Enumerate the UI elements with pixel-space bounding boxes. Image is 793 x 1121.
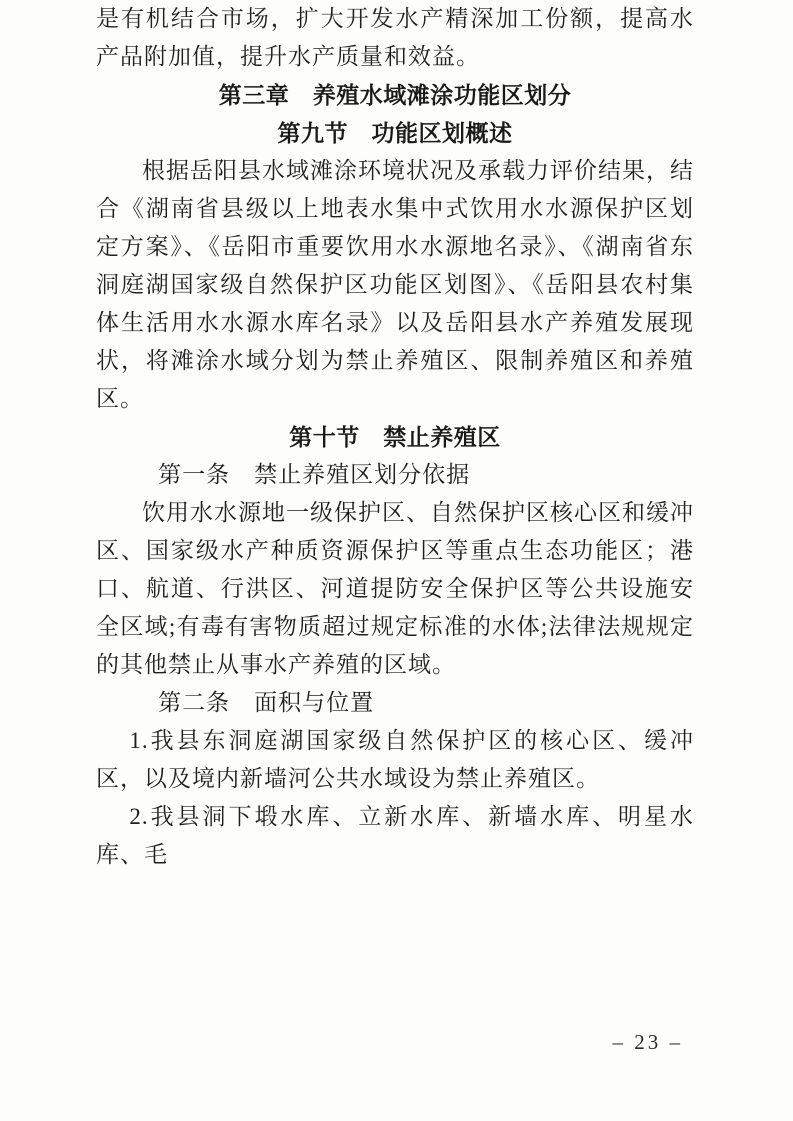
page-number: – 23 – <box>612 1030 683 1054</box>
article-2-item-2: 2.我县洞下塅水库、立新水库、新墙水库、明星水库、毛 <box>96 804 694 867</box>
section-9-paragraph: 根据岳阳县水域滩涂环境状况及承载力评价结果，结合《湖南省县级以上地表水集中式饮用水水源保护区划定方案》、《岳阳市重要饮用水水源地名录》、《湖南省东洞庭湖国家级自然保护区功能区划图》、《岳阳县农村集体生活用水水源水库名录》以及岳阳县水产养殖发展现状，将滩涂水域分划为禁止养殖区、限制养殖区和养殖区。 <box>96 158 694 411</box>
article-2-heading: 第二条 面积与位置 <box>158 690 375 715</box>
article-1-paragraph: 饮用水水源地一级保护区、自然保护区核心区和缓冲区、国家级水产种质资源保护区等重点生态功能区；港口、航道、行洪区、河道提防安全保护区等公共设施安全区域;有毒有害物质超过规定标准的水体;法律法规规定的其他禁止从事水产养殖的区域。 <box>96 500 694 677</box>
continued-paragraph: 是有机结合市场，扩大开发水产精深加工份额，提高水产品附加值，提升水产质量和效益。 <box>96 6 694 69</box>
chapter-heading: 第三章 养殖水域滩涂功能区划分 <box>218 82 572 108</box>
document-content <box>96 0 694 874</box>
section-10-heading: 第十节 禁止养殖区 <box>289 424 501 450</box>
section-9-heading: 第九节 功能区划概述 <box>277 120 513 146</box>
article-1-heading: 第一条 禁止养殖区划分依据 <box>158 462 471 487</box>
article-2-item-1: 1.我县东洞庭湖国家级自然保护区的核心区、缓冲区，以及境内新墙河公共水域设为禁止养殖区。 <box>96 728 694 791</box>
